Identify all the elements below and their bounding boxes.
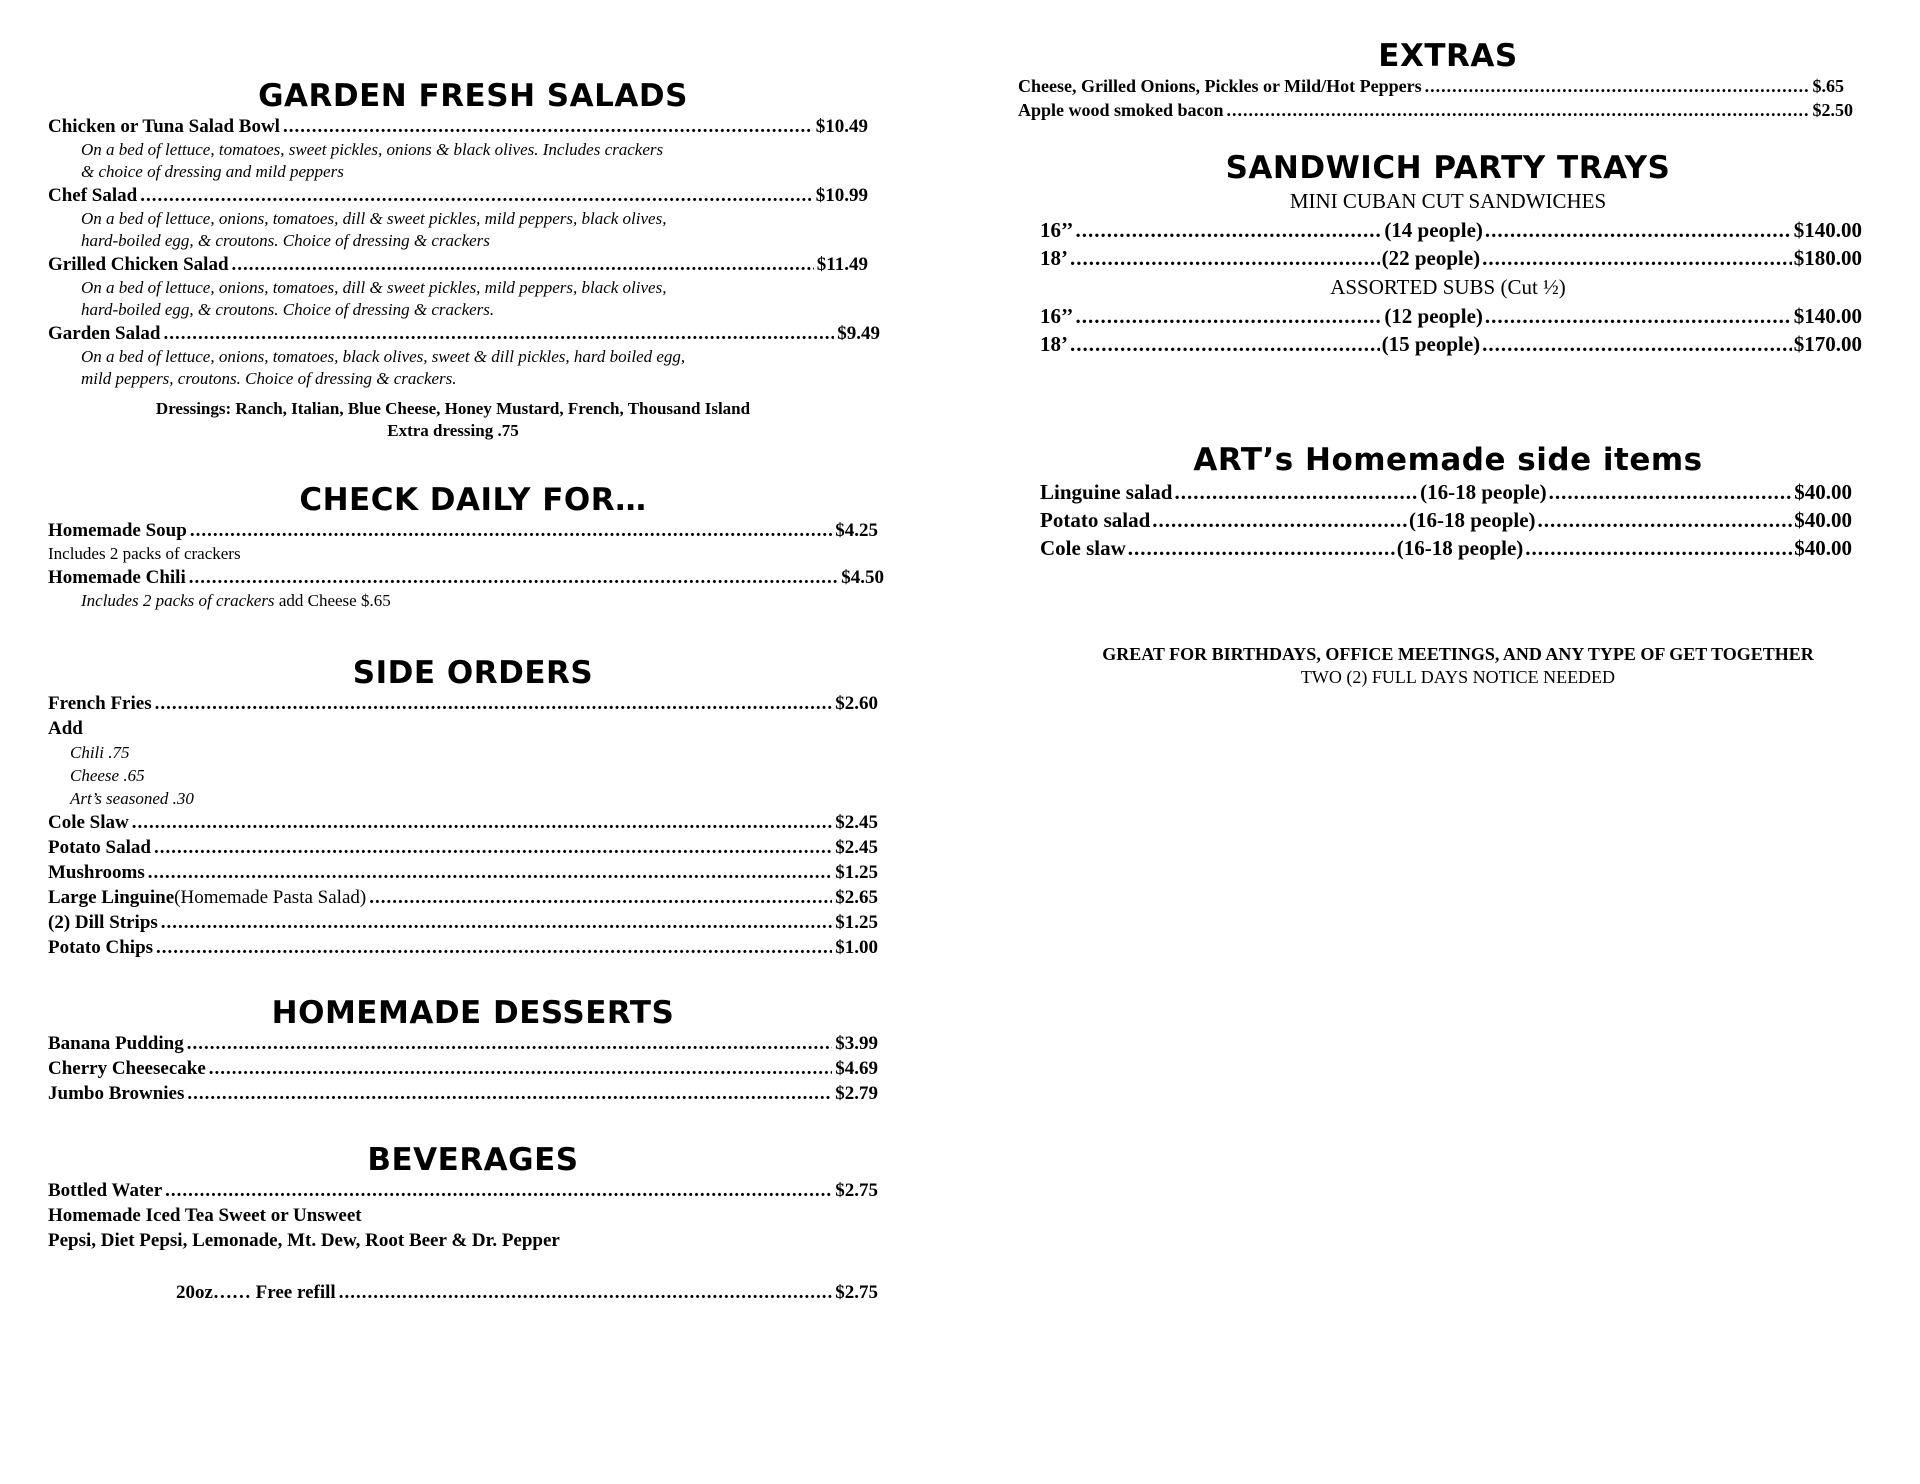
item-name: Potato Chips — [48, 937, 154, 958]
item-price: $11.49 — [816, 254, 868, 275]
item-name: Chef Salad — [48, 185, 138, 206]
tray-price: $140.00 — [1793, 218, 1863, 242]
extras-heading: EXTRAS — [1378, 38, 1518, 74]
sodas-line: Pepsi, Diet Pepsi, Lemonade, Mt. Dew, Root Beer & Dr. Pepper — [48, 1230, 560, 1251]
item-price: $2.45 — [835, 837, 878, 858]
menu-item-dill-strips — [48, 910, 878, 935]
tray-size: 16’’ — [1040, 304, 1074, 328]
item-note: Includes 2 packs of crackers add Cheese $.65 — [81, 591, 391, 610]
item-price: $2.65 — [835, 887, 878, 908]
item-description: hard-boiled egg, & croutons. Choice of dressing & crackers. — [81, 300, 495, 319]
menu-item-cole-slaw — [48, 810, 878, 835]
item-price: $3.99 — [835, 1033, 878, 1054]
salads-section — [48, 78, 888, 442]
tray-row-mini-18 — [1040, 244, 1862, 272]
item-description: On a bed of lettuce, tomatoes, sweet pickles, onions & black olives. Includes crackers — [81, 140, 664, 159]
item-note: Includes 2 packs of crackers — [48, 544, 241, 563]
tray-row-mini-16 — [1040, 216, 1862, 244]
tray-price: $170.00 — [1793, 332, 1863, 356]
side-row-linguine — [1040, 478, 1852, 506]
party-trays-heading: SANDWICH PARTY TRAYS — [1225, 150, 1671, 186]
item-price: $4.50 — [841, 567, 884, 588]
side-price: $40.00 — [1794, 508, 1853, 532]
item-description: mild peppers, croutons. Choice of dressing & crackers. — [81, 369, 457, 388]
menu-item-cherry-cheesecake — [48, 1056, 878, 1081]
item-price: $1.00 — [835, 937, 878, 958]
item-name: Large Linguine — [48, 887, 175, 908]
item-price: $2.50 — [1812, 100, 1853, 120]
item-price: $2.79 — [835, 1083, 878, 1104]
side-name: Cole slaw — [1040, 536, 1126, 560]
tray-size: 18’ — [1040, 332, 1068, 356]
side-name: Linguine salad — [1040, 480, 1173, 504]
tray-price: $140.00 — [1793, 304, 1863, 328]
addon-item: Chili .75 — [70, 743, 130, 762]
tray-people: (14 people) — [1384, 218, 1483, 242]
item-name: Jumbo Brownies — [48, 1083, 185, 1104]
salads-heading: GARDEN FRESH SALADS — [258, 78, 688, 114]
extras-section — [1018, 38, 1878, 122]
item-description: On a bed of lettuce, onions, tomatoes, black olives, sweet & dill pickles, hard boiled egg, — [81, 347, 686, 366]
menu-item-homemade-chili — [48, 565, 884, 590]
menu-item-chef-salad — [48, 183, 868, 208]
tray-people: (12 people) — [1384, 304, 1483, 328]
footer-notes — [1018, 642, 1898, 688]
side-row-cole-slaw — [1040, 534, 1852, 562]
item-name: 20oz…… Free refill — [176, 1282, 336, 1303]
menu-item-bacon — [1018, 98, 1853, 122]
menu-item-potato-salad — [48, 835, 878, 860]
menu-item-bottled-water — [48, 1178, 878, 1203]
menu-item-jumbo-brownies — [48, 1081, 878, 1106]
tray-price: $180.00 — [1793, 246, 1863, 270]
beverages-section — [48, 1142, 888, 1305]
menu-item-homemade-soup — [48, 518, 878, 543]
addon-item: Cheese .65 — [70, 766, 145, 785]
item-price: $1.25 — [835, 912, 878, 933]
dressings-list: Dressings: Ranch, Italian, Blue Cheese, Honey Mustard, French, Thousand Island — [155, 399, 751, 418]
check-daily-heading: CHECK DAILY FOR… — [299, 482, 647, 518]
tray-row-subs-16 — [1040, 302, 1862, 330]
menu-item-extras-toppings — [1018, 74, 1844, 98]
side-name: Potato salad — [1040, 508, 1151, 532]
homemade-sides-section — [1018, 442, 1878, 562]
beverages-heading: BEVERAGES — [367, 1142, 579, 1178]
item-name: Homemade Chili — [48, 567, 186, 588]
item-price: $2.60 — [835, 693, 878, 714]
menu-item-potato-chips — [48, 935, 878, 960]
item-description: On a bed of lettuce, onions, tomatoes, dill & sweet pickles, mild peppers, black olives, — [81, 209, 667, 228]
item-price: $4.25 — [835, 520, 878, 541]
item-name: (2) Dill Strips — [48, 912, 158, 933]
item-detail: (Homemade Pasta Salad) — [174, 887, 367, 908]
side-orders-heading: SIDE ORDERS — [352, 655, 594, 691]
menu-item-large-linguine — [48, 885, 878, 910]
item-description: hard-boiled egg, & croutons. Choice of dressing & crackers — [81, 231, 490, 250]
side-orders-section — [48, 655, 888, 960]
item-name: Cheese, Grilled Onions, Pickles or Mild/Hot Peppers — [1018, 76, 1422, 96]
item-name: Grilled Chicken Salad — [48, 254, 229, 275]
tray-people: (15 people) — [1381, 332, 1481, 356]
iced-tea-line: Homemade Iced Tea Sweet or Unsweet — [48, 1205, 362, 1226]
tray-size: 16’’ — [1040, 218, 1074, 242]
side-people: (16-18 people) — [1420, 480, 1547, 504]
assorted-subs-heading: ASSORTED SUBS (Cut ½) — [1330, 275, 1566, 299]
extra-dressing: Extra dressing .75 — [387, 421, 519, 440]
item-price: $4.69 — [835, 1058, 878, 1079]
item-name: Mushrooms — [48, 862, 145, 883]
item-price: $2.75 — [835, 1180, 878, 1201]
tray-row-subs-18 — [1040, 330, 1862, 358]
side-price: $40.00 — [1794, 536, 1853, 560]
menu-item-refill — [48, 1280, 878, 1305]
item-description: On a bed of lettuce, onions, tomatoes, dill & sweet pickles, mild peppers, black olives, — [81, 278, 667, 297]
great-for-line: GREAT FOR BIRTHDAYS, OFFICE MEETINGS, AND ANY TYPE OF GET TOGETHER — [1102, 644, 1814, 664]
menu-item-garden-salad — [48, 321, 880, 346]
item-price: $10.99 — [815, 185, 868, 206]
item-name: Homemade Soup — [48, 520, 187, 541]
item-name: Cole Slaw — [48, 812, 129, 833]
mini-cuban-heading: MINI CUBAN CUT SANDWICHES — [1289, 189, 1607, 213]
menu-item-chicken-tuna-salad — [48, 114, 868, 139]
desserts-heading: HOMEMADE DESSERTS — [271, 995, 675, 1031]
menu-item-french-fries — [48, 691, 878, 716]
addon-item: Art’s seasoned .30 — [70, 789, 194, 808]
item-name: Banana Pudding — [48, 1033, 184, 1054]
add-label: Add — [48, 718, 83, 739]
item-description: & choice of dressing and mild peppers — [81, 162, 344, 181]
side-people: (16-18 people) — [1408, 508, 1536, 532]
desserts-section — [48, 995, 888, 1106]
item-name: Garden Salad — [48, 323, 161, 344]
item-price: $.65 — [1812, 76, 1844, 96]
item-name: Potato Salad — [48, 837, 151, 858]
item-name: Cherry Cheesecake — [48, 1058, 206, 1079]
notice-line: TWO (2) FULL DAYS NOTICE NEEDED — [1300, 667, 1616, 687]
tray-people: (22 people) — [1381, 246, 1481, 270]
item-name: Chicken or Tuna Salad Bowl — [48, 116, 280, 137]
tray-size: 18’ — [1040, 246, 1068, 270]
side-price: $40.00 — [1794, 480, 1852, 504]
item-price: $2.45 — [835, 812, 878, 833]
item-price: $10.49 — [815, 116, 868, 137]
item-price: $2.75 — [835, 1282, 878, 1303]
item-price: $1.25 — [835, 862, 878, 883]
item-name: Apple wood smoked bacon — [1018, 100, 1224, 120]
menu-item-banana-pudding — [48, 1031, 878, 1056]
item-name: Bottled Water — [48, 1180, 163, 1201]
side-people: (16-18 people) — [1396, 536, 1524, 560]
homemade-sides-heading: ART’s Homemade side items — [1193, 442, 1703, 478]
item-price: $9.49 — [837, 323, 880, 344]
check-daily-section — [48, 482, 888, 612]
menu-item-grilled-chicken-salad — [48, 252, 868, 277]
side-row-potato-salad — [1040, 506, 1852, 534]
item-name: French Fries — [48, 693, 152, 714]
menu-item-mushrooms — [48, 860, 878, 885]
party-trays-section — [1018, 150, 1878, 358]
